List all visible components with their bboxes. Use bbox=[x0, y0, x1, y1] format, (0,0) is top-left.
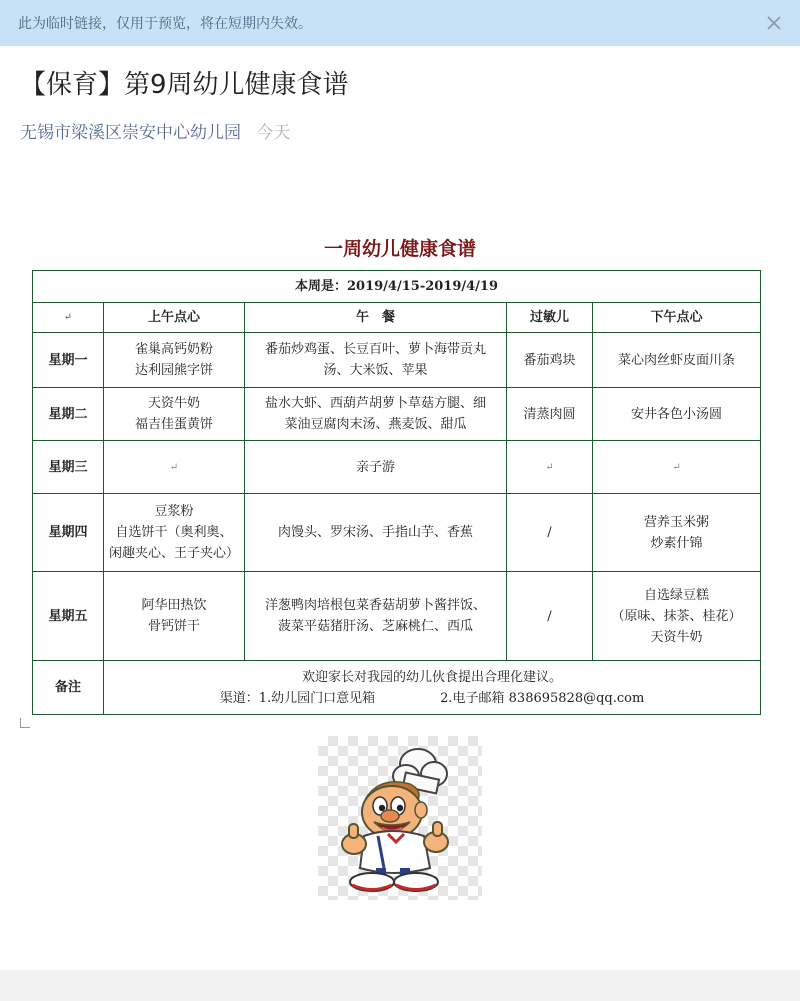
header-afternoon: 下午点心 bbox=[593, 303, 761, 333]
afternoon-cell bbox=[593, 333, 761, 388]
menu-line: 盐水大虾、西葫芦胡萝卜草菇方腿、细 bbox=[264, 396, 486, 411]
menu-line: 天资牛奶 bbox=[650, 629, 703, 645]
menu-table bbox=[32, 270, 761, 715]
header-allergy: 过敏儿 bbox=[507, 303, 593, 333]
menu-line: （原味、抹茶、桂花） bbox=[611, 608, 742, 624]
morning-cell bbox=[104, 388, 245, 441]
crop-mark bbox=[20, 718, 30, 728]
menu-heading: 一周幼儿健康食谱 bbox=[323, 238, 476, 260]
allergy-cell: / bbox=[507, 572, 593, 661]
lunch-cell bbox=[245, 494, 507, 572]
header-morning: 上午点心 bbox=[104, 303, 245, 333]
day-cell: 星期四 bbox=[33, 494, 104, 572]
menu-line: 洋葱鸭肉培根包菜香菇胡萝卜酱拌饭、 bbox=[264, 598, 486, 613]
day-cell: 星期一 bbox=[33, 333, 104, 388]
header-row bbox=[33, 303, 761, 333]
author-link[interactable]: 无锡市梁溪区崇安中心幼儿园 bbox=[20, 123, 241, 143]
empty-header-cell: ↵ bbox=[33, 303, 104, 333]
menu-line: 自选饼干（奥利奥、 bbox=[115, 525, 233, 540]
table-row bbox=[33, 494, 761, 572]
chef-illustration bbox=[318, 736, 482, 900]
menu-line: 亲子游 bbox=[355, 459, 395, 475]
note-line: 欢迎家长对我园的幼儿伙食提出合理化建议。 bbox=[302, 669, 563, 685]
menu-line: 阿华田热饮 bbox=[141, 598, 207, 613]
week-row bbox=[33, 271, 761, 303]
week-range: 本周是：2019/4/15-2019/4/19 bbox=[33, 271, 761, 303]
menu-line: 肉馒头、罗宋汤、手指山芋、香蕉 bbox=[277, 525, 473, 540]
day-cell: 星期三 bbox=[33, 441, 104, 494]
note-label: 备注 bbox=[33, 661, 104, 715]
day-cell: 星期二 bbox=[33, 388, 104, 441]
footer-bar bbox=[0, 970, 800, 1001]
close-icon[interactable] bbox=[762, 11, 786, 35]
table-row bbox=[33, 572, 761, 661]
note-line: 渠道：1.幼儿园门口意见箱 2.电子邮箱 838695828@qq.com bbox=[219, 690, 645, 706]
afternoon-cell bbox=[593, 572, 761, 661]
header-lunch: 午 餐 bbox=[245, 303, 507, 333]
article-title: 【保育】第9周幼儿健康食谱 bbox=[20, 70, 349, 100]
menu-line: 闲趣夹心、王子夹心） bbox=[108, 546, 239, 561]
menu-line: 炒素什锦 bbox=[650, 535, 703, 551]
menu-line: 自选绿豆糕 bbox=[644, 587, 710, 603]
menu-line: 菜油豆腐肉末汤、燕麦饭、甜瓜 bbox=[284, 417, 467, 432]
menu-line: 福吉佳蛋黄饼 bbox=[134, 417, 213, 432]
publish-date: 今天 bbox=[256, 123, 291, 143]
table-row bbox=[33, 441, 761, 494]
menu-line: 达利园熊字饼 bbox=[134, 363, 213, 378]
table-row bbox=[33, 388, 761, 441]
allergy-cell: ↵ bbox=[507, 441, 593, 494]
menu-line: 豆浆粉 bbox=[154, 504, 194, 519]
article-meta bbox=[20, 118, 290, 143]
menu-line: 骨钙饼干 bbox=[147, 619, 200, 634]
morning-cell bbox=[104, 494, 245, 572]
preview-banner bbox=[0, 0, 800, 46]
note-cell bbox=[104, 661, 761, 715]
lunch-cell bbox=[245, 388, 507, 441]
afternoon-cell: ↵ bbox=[593, 441, 761, 494]
menu-line: 汤、大米饭、苹果 bbox=[323, 363, 428, 378]
lunch-cell bbox=[245, 333, 507, 388]
menu-line: 菜心肉丝虾皮面川条 bbox=[618, 352, 736, 368]
afternoon-cell bbox=[593, 494, 761, 572]
menu-line: 菠菜平菇猪肝汤、芝麻桃仁、西瓜 bbox=[277, 619, 473, 634]
allergy-cell: 番茄鸡块 bbox=[507, 333, 593, 388]
allergy-cell: / bbox=[507, 494, 593, 572]
menu-line: 营养玉米粥 bbox=[644, 514, 710, 530]
menu-line: 安井各色小汤圆 bbox=[631, 406, 723, 422]
lunch-cell bbox=[245, 441, 507, 494]
lunch-cell bbox=[245, 572, 507, 661]
allergy-cell: 清蒸肉圆 bbox=[507, 388, 593, 441]
morning-cell bbox=[104, 572, 245, 661]
menu-line: 雀巢高钙奶粉 bbox=[134, 342, 213, 357]
morning-cell: ↵ bbox=[104, 441, 245, 494]
menu-table-image bbox=[32, 270, 760, 715]
banner-text: 此为临时链接，仅用于预览，将在短期内失效。 bbox=[18, 16, 312, 32]
afternoon-cell bbox=[593, 388, 761, 441]
table-row bbox=[33, 661, 761, 715]
table-row bbox=[33, 333, 761, 388]
morning-cell bbox=[104, 333, 245, 388]
chef-icon bbox=[318, 736, 482, 900]
menu-line: 番茄炒鸡蛋、长豆百叶、萝卜海带贡丸 bbox=[264, 342, 486, 357]
day-cell: 星期五 bbox=[33, 572, 104, 661]
menu-line: 天资牛奶 bbox=[147, 396, 200, 411]
